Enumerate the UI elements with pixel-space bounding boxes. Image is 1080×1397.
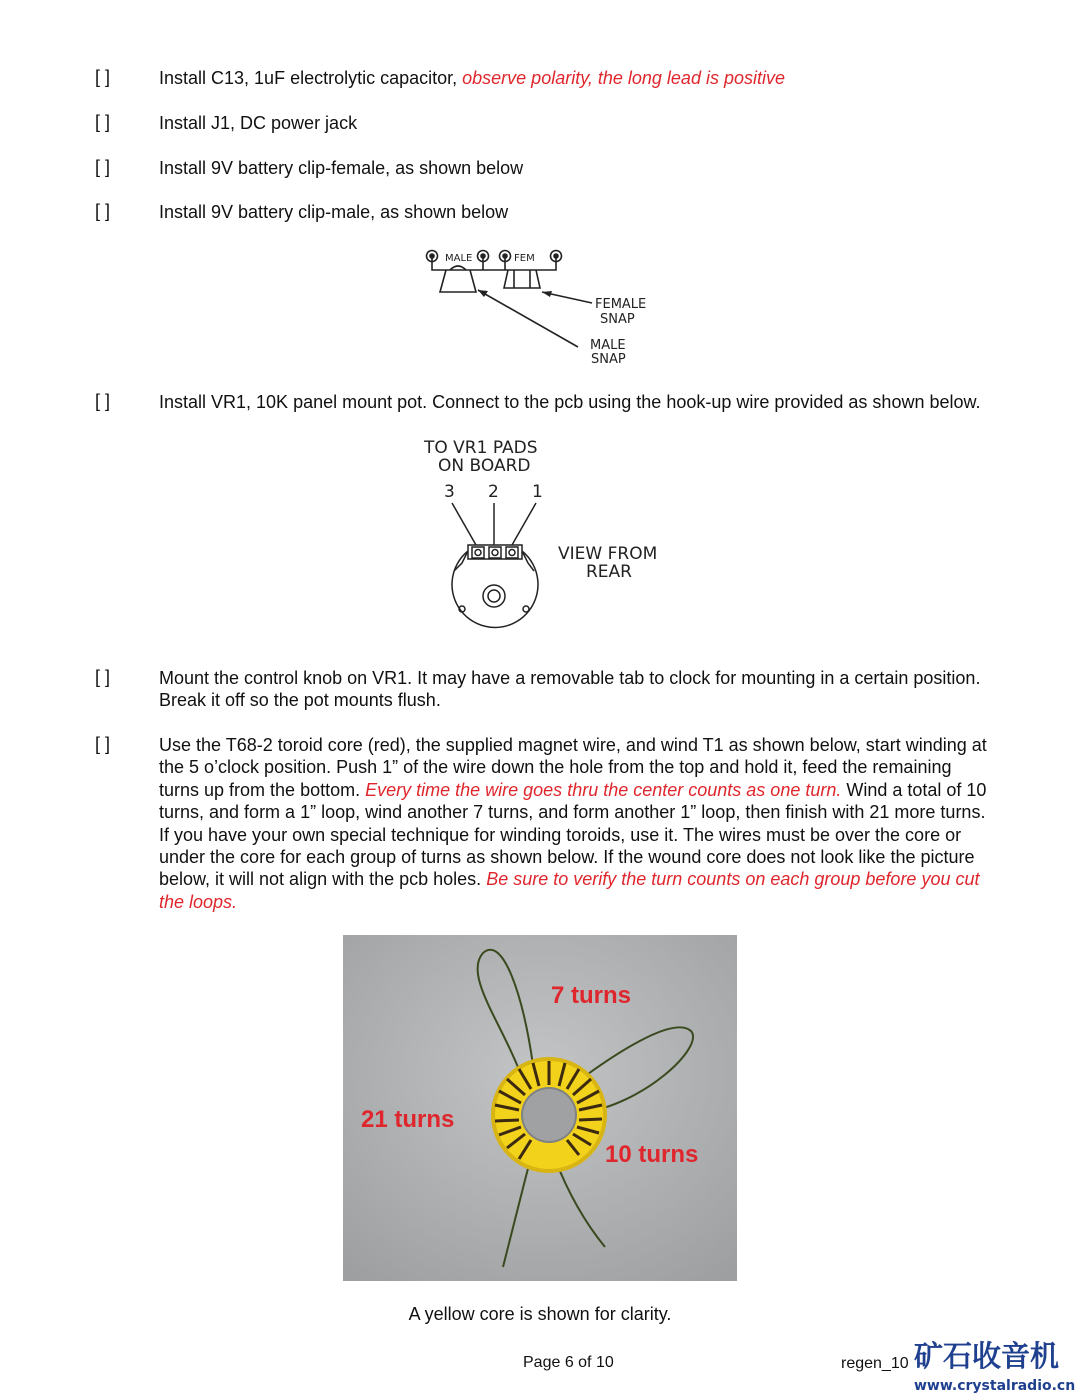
label-7-turns: 7 turns bbox=[551, 982, 632, 1009]
verify-note: Be sure to verify the turn counts on each group before you cut the loops. bbox=[159, 869, 980, 912]
checkbox[interactable]: [ ] bbox=[95, 734, 111, 754]
checkbox[interactable]: [ ] bbox=[95, 157, 111, 177]
page-number: Page 6 of 10 bbox=[523, 1354, 614, 1371]
checkbox[interactable]: [ ] bbox=[95, 67, 111, 87]
male-snap-label-2: SNAP bbox=[591, 352, 626, 367]
watermark-cn: 矿石收音机 bbox=[914, 1339, 1060, 1373]
label-10-turns: 10 turns bbox=[605, 1141, 699, 1168]
fem-tab-label: FEM bbox=[514, 253, 535, 264]
pin-3-label: 3 bbox=[444, 482, 455, 502]
checkbox[interactable]: [ ] bbox=[95, 201, 111, 221]
step-text: Install 9V battery clip-male, as shown below bbox=[159, 202, 509, 222]
step-text: Install VR1, 10K panel mount pot. Connect to the pcb using the hook-up wire provided as shown below. bbox=[159, 392, 981, 412]
label-21-turns: 21 turns bbox=[361, 1106, 455, 1133]
checkbox[interactable]: [ ] bbox=[95, 667, 111, 687]
view-label-1: VIEW FROM bbox=[558, 544, 658, 564]
polarity-note: observe polarity, the long lead is positive bbox=[462, 68, 785, 88]
watermark-url: www.crystalradio.cn bbox=[914, 1378, 1076, 1394]
site-watermark bbox=[912, 1336, 1076, 1394]
pin-2-label: 2 bbox=[488, 482, 499, 502]
step-text: Install C13, 1uF electrolytic capacitor, observe polarity, the long lead is positive bbox=[159, 68, 785, 88]
male-tab-label: MALE bbox=[445, 253, 473, 264]
step-text: Use the T68-2 toroid core (red), the supplied magnet wire, and wind T1 as shown below, start winding at the 5 o’clock position. Push 1” of the wire down the hole from the top and hold it, feed the remaining turns up from the bottom. Every time the wire goes thru the center counts as one turn. Wind a total of 10 turns, and form a 1” loop, wind another 7 turns, and form another 1” loop, then finish with 21 more turns. If you have your own special technique for winding toroids, use it. The wires must be over the core or under the core for each group of turns as shown below. If the wound core does not look like the picture below, it will not align with the pcb holes. Be sure to verify the turn counts on each group before you cut the loops. bbox=[159, 735, 987, 912]
pot-title-1: TO VR1 PADS bbox=[424, 438, 538, 458]
turn-count-note: Every time the wire goes thru the center counts as one turn. bbox=[365, 779, 842, 800]
checkbox[interactable]: [ ] bbox=[95, 391, 111, 411]
step-text: Install 9V battery clip-female, as shown below bbox=[159, 158, 524, 178]
female-snap-label-1: FEMALE bbox=[595, 297, 647, 312]
toroid-photo bbox=[343, 935, 737, 1281]
view-label-2: REAR bbox=[586, 562, 632, 582]
file-name: regen_10 bbox=[841, 1355, 909, 1372]
pin-1-label: 1 bbox=[532, 482, 543, 502]
female-snap-label-2: SNAP bbox=[600, 312, 635, 327]
step-text: Mount the control knob on VR1. It may have a removable tab to clock for mounting in a certain position. Break it off so the pot mounts flush. bbox=[159, 668, 981, 711]
step-text: Install J1, DC power jack bbox=[159, 113, 358, 133]
pot-wiring-diagram bbox=[410, 433, 690, 645]
battery-clip-diagram bbox=[420, 244, 660, 370]
photo-caption: A yellow core is shown for clarity. bbox=[408, 1304, 672, 1324]
checkbox[interactable]: [ ] bbox=[95, 112, 111, 132]
male-snap-label-1: MALE bbox=[590, 338, 626, 353]
toroid-illustration bbox=[343, 935, 737, 1281]
pot-title-2: ON BOARD bbox=[438, 456, 531, 476]
